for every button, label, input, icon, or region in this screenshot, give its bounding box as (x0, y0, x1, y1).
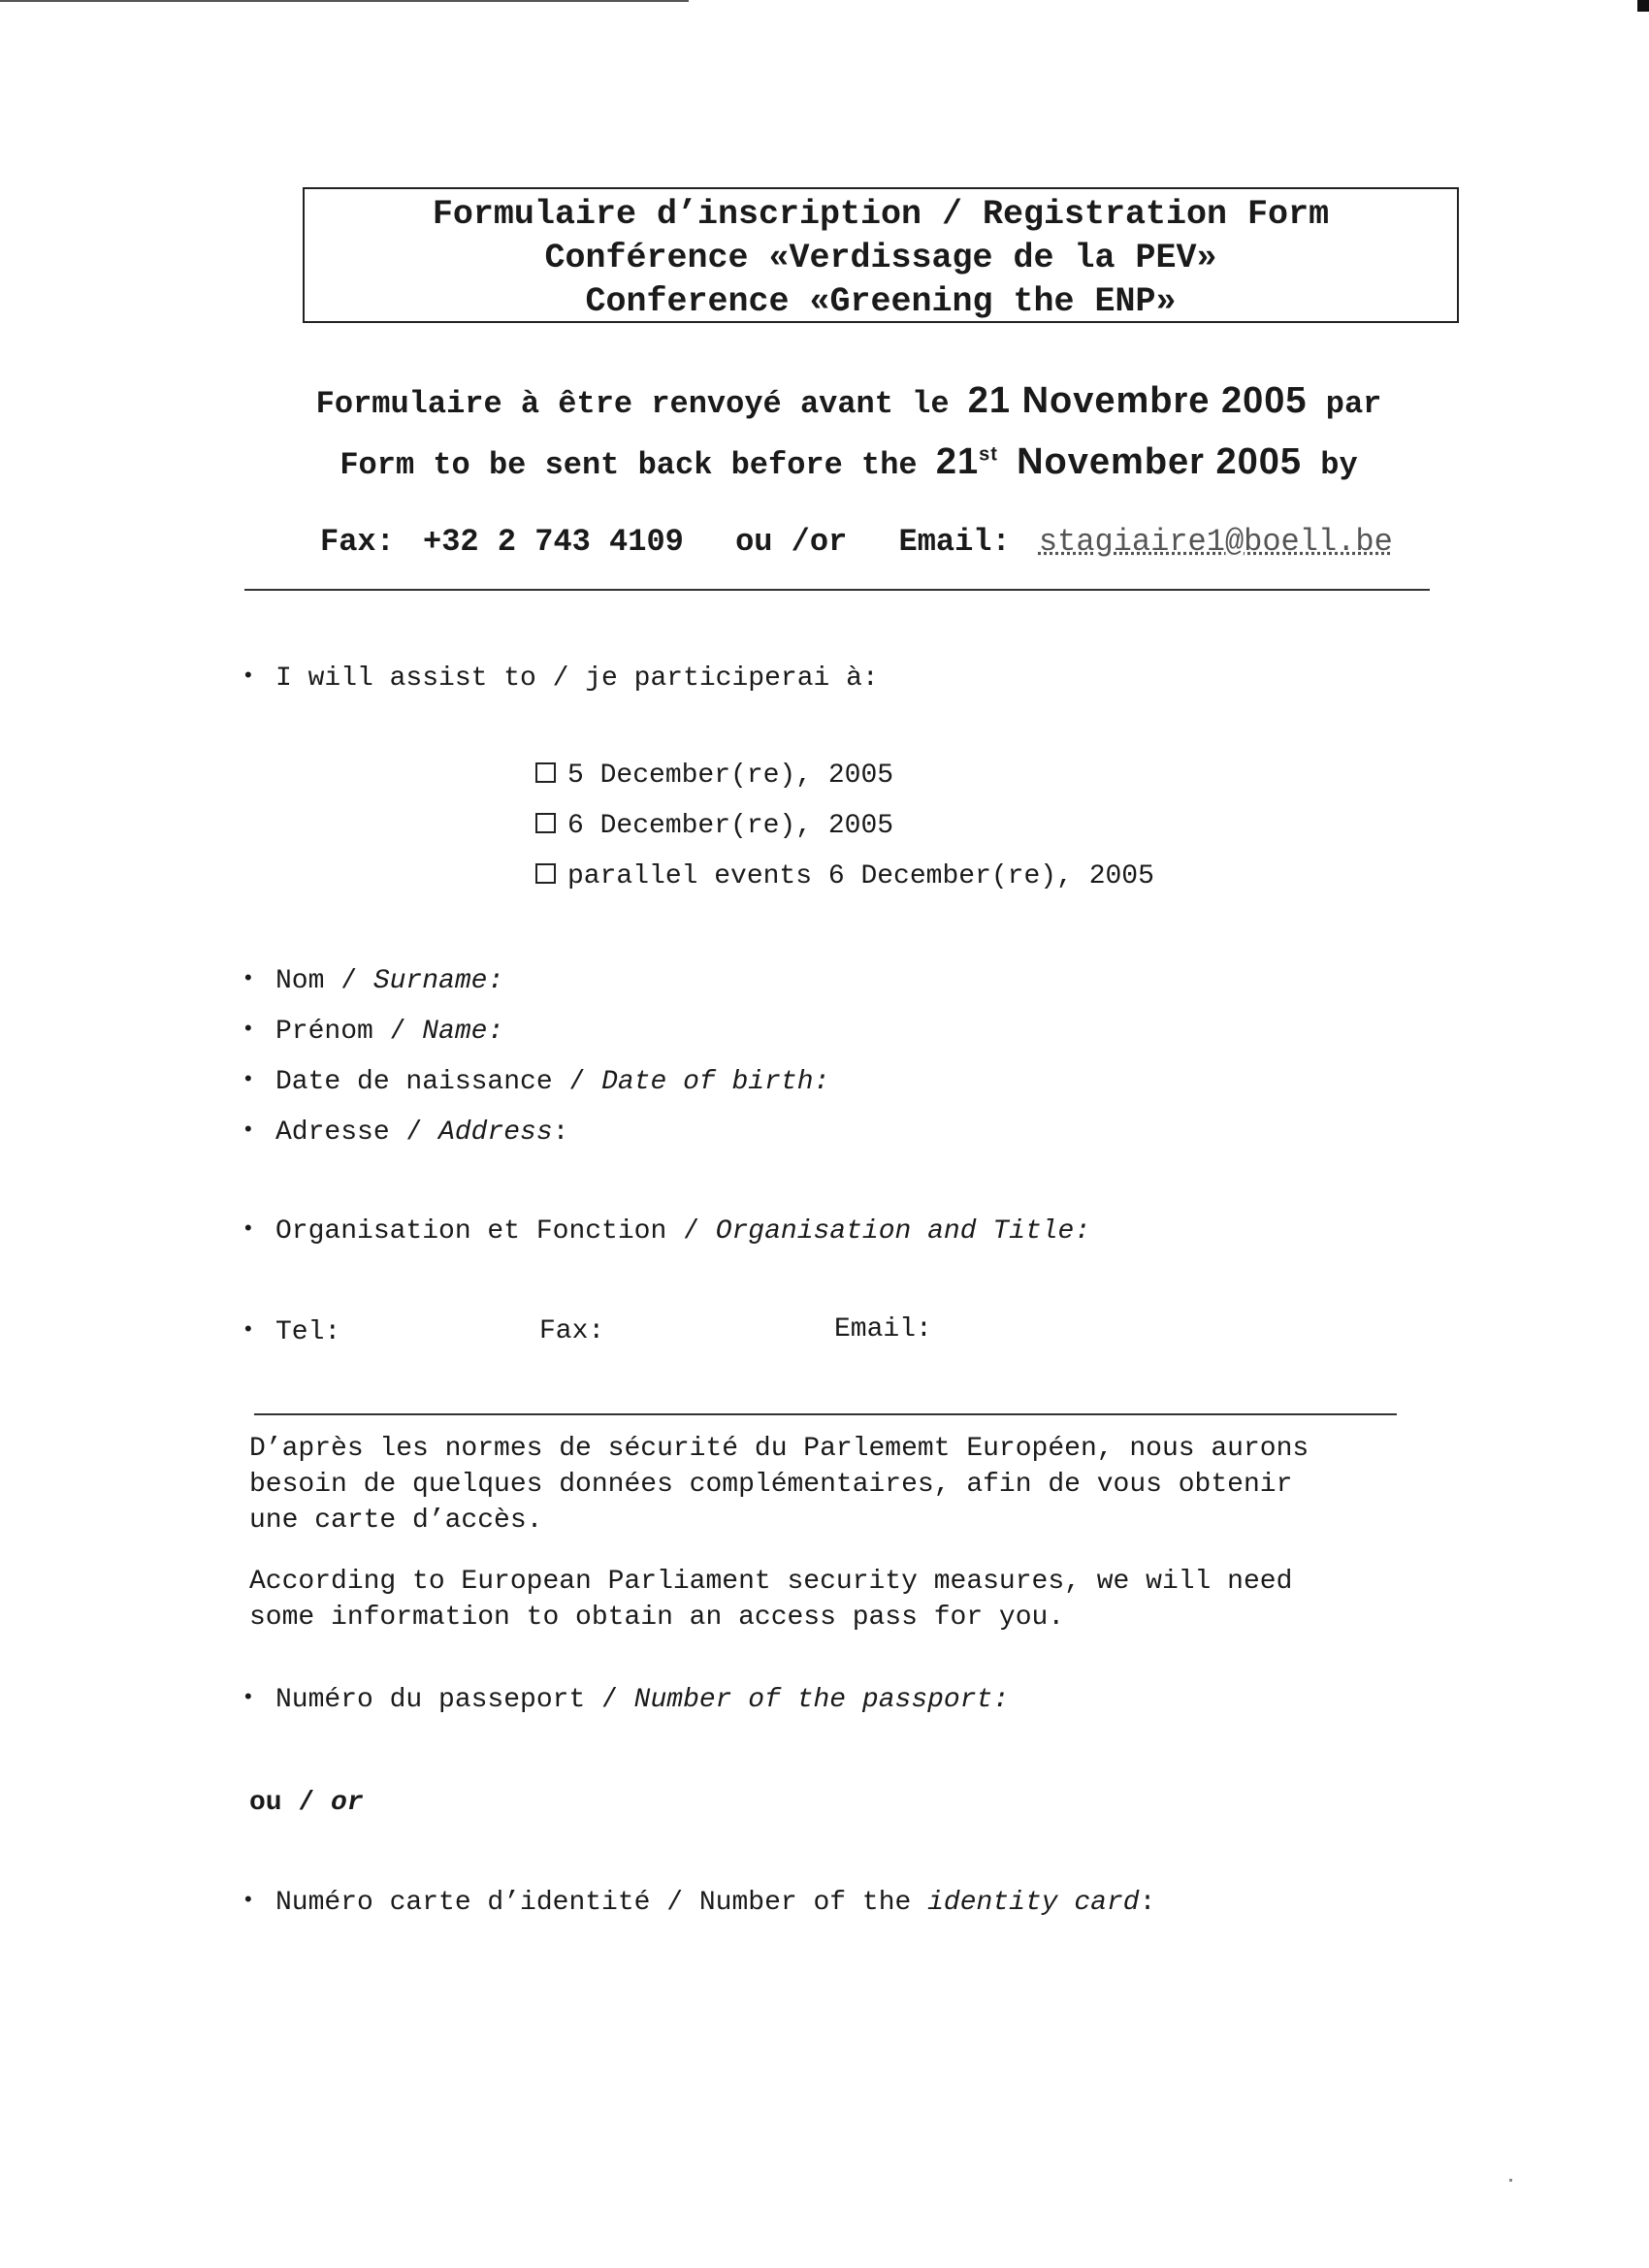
or-separator-fr: ou / (249, 1788, 315, 1818)
bullet: • (244, 1684, 252, 1708)
or-separator (249, 1788, 364, 1818)
option-parallel-events-label: parallel events 6 December(re), 2005 (567, 861, 1154, 891)
option-dec-6-label: 6 December(re), 2005 (567, 811, 894, 841)
bullet: • (244, 1117, 252, 1141)
field-address (244, 1117, 568, 1148)
contact-line (320, 524, 1406, 560)
address-label-en: Address (438, 1118, 553, 1148)
surname-label-fr: Nom / (275, 966, 358, 996)
bullet: • (244, 1066, 252, 1090)
title-line-3: Conference «Greening the ENP» (585, 282, 1177, 321)
scan-corner-mark (1637, 0, 1649, 12)
scan-edge-top (0, 0, 689, 2)
field-birth (244, 1066, 829, 1097)
deadline-en-day-number: 21 (935, 441, 980, 482)
bullet: • (244, 965, 252, 989)
security-paragraph-en (249, 1564, 1462, 1636)
scan-speck (1509, 2179, 1512, 2182)
deadline-en-suffix: by (1320, 447, 1358, 483)
idcard-label-fr: Numéro carte d’identité / Number of the (275, 1888, 912, 1918)
fax-field-label: Fax: (539, 1316, 605, 1346)
idcard-label-en: identity card (927, 1888, 1140, 1918)
field-name (244, 1016, 503, 1047)
email-link[interactable]: stagiaire1@boell.be (1038, 524, 1393, 560)
address-label-fr: Adresse / (275, 1118, 423, 1148)
field-identity-card (244, 1887, 1155, 1918)
option-parallel-events[interactable] (535, 861, 1154, 891)
deadline-en-day (936, 441, 998, 482)
or-label: ou /or (735, 524, 848, 560)
checkbox-dec-5[interactable] (535, 762, 556, 783)
security-en-line-1: According to European Parliament security measures, we will need (249, 1567, 1293, 1597)
birth-label-fr: Date de naissance / (275, 1067, 586, 1097)
divider-middle (254, 1413, 1397, 1415)
checkbox-parallel-events[interactable] (535, 863, 556, 884)
field-surname (244, 965, 503, 996)
deadline-fr-suffix: par (1325, 386, 1382, 422)
name-label-fr: Prénom / (275, 1017, 406, 1047)
attendance-question (244, 663, 879, 694)
deadline-fr (242, 380, 1455, 422)
deadline-en-prefix: Form to be sent back before the (340, 447, 918, 483)
option-dec-5[interactable] (535, 761, 893, 791)
title-line-1: Formulaire d’inscription / Registration Form (432, 195, 1330, 234)
organisation-label-en: Organisation and Title: (715, 1216, 1091, 1247)
bullet: • (244, 1215, 252, 1240)
address-colon: : (552, 1118, 569, 1148)
title-box (303, 187, 1459, 323)
name-label-en: Name: (422, 1017, 504, 1047)
tel-label: Tel: (275, 1317, 341, 1347)
deadline-en-day-suffix: st (979, 443, 998, 466)
passport-label-fr: Numéro du passeport / (275, 1685, 618, 1715)
fax-label: Fax: (320, 524, 395, 560)
security-fr-line-2: besoin de quelques données complémentaires, afin de vous obtenir (249, 1470, 1293, 1500)
title-line-2: Conférence «Verdissage de la PEV» (544, 239, 1217, 277)
divider-top (244, 589, 1430, 591)
field-tel (244, 1316, 340, 1347)
bullet: • (244, 1887, 252, 1911)
security-fr-line-1: D’après les normes de sécurité du Parlememt Européen, nous aurons (249, 1434, 1310, 1464)
deadline-fr-date: 21 Novembre 2005 (967, 380, 1308, 421)
attendance-question-text: I will assist to / je participerai à: (275, 664, 879, 694)
bullet: • (244, 1016, 252, 1040)
deadline-en-date: November 2005 (1017, 441, 1303, 482)
email-label: Email: (898, 524, 1011, 560)
email-field-label: Email: (834, 1314, 932, 1345)
field-passport (244, 1684, 1009, 1715)
fax-number: +32 2 743 4109 (423, 524, 684, 560)
organisation-label-fr: Organisation et Fonction / (275, 1216, 699, 1247)
deadline-fr-prefix: Formulaire à être renvoyé avant le (315, 386, 950, 422)
or-separator-en: or (331, 1788, 364, 1818)
bullet: • (244, 1316, 252, 1341)
security-paragraph-fr (249, 1431, 1462, 1539)
checkbox-dec-6[interactable] (535, 813, 556, 833)
passport-label-en: Number of the passport: (633, 1685, 1010, 1715)
surname-label-en: Surname: (372, 966, 504, 996)
security-fr-line-3: une carte d’accès. (249, 1506, 543, 1536)
field-organisation (244, 1215, 1090, 1247)
deadline-en (242, 441, 1455, 483)
birth-label-en: Date of birth: (601, 1067, 830, 1097)
bullet: • (244, 663, 252, 687)
option-dec-6[interactable] (535, 811, 893, 841)
option-dec-5-label: 5 December(re), 2005 (567, 761, 894, 791)
security-en-line-2: some information to obtain an access pass for you. (249, 1603, 1065, 1633)
idcard-colon: : (1139, 1888, 1156, 1918)
